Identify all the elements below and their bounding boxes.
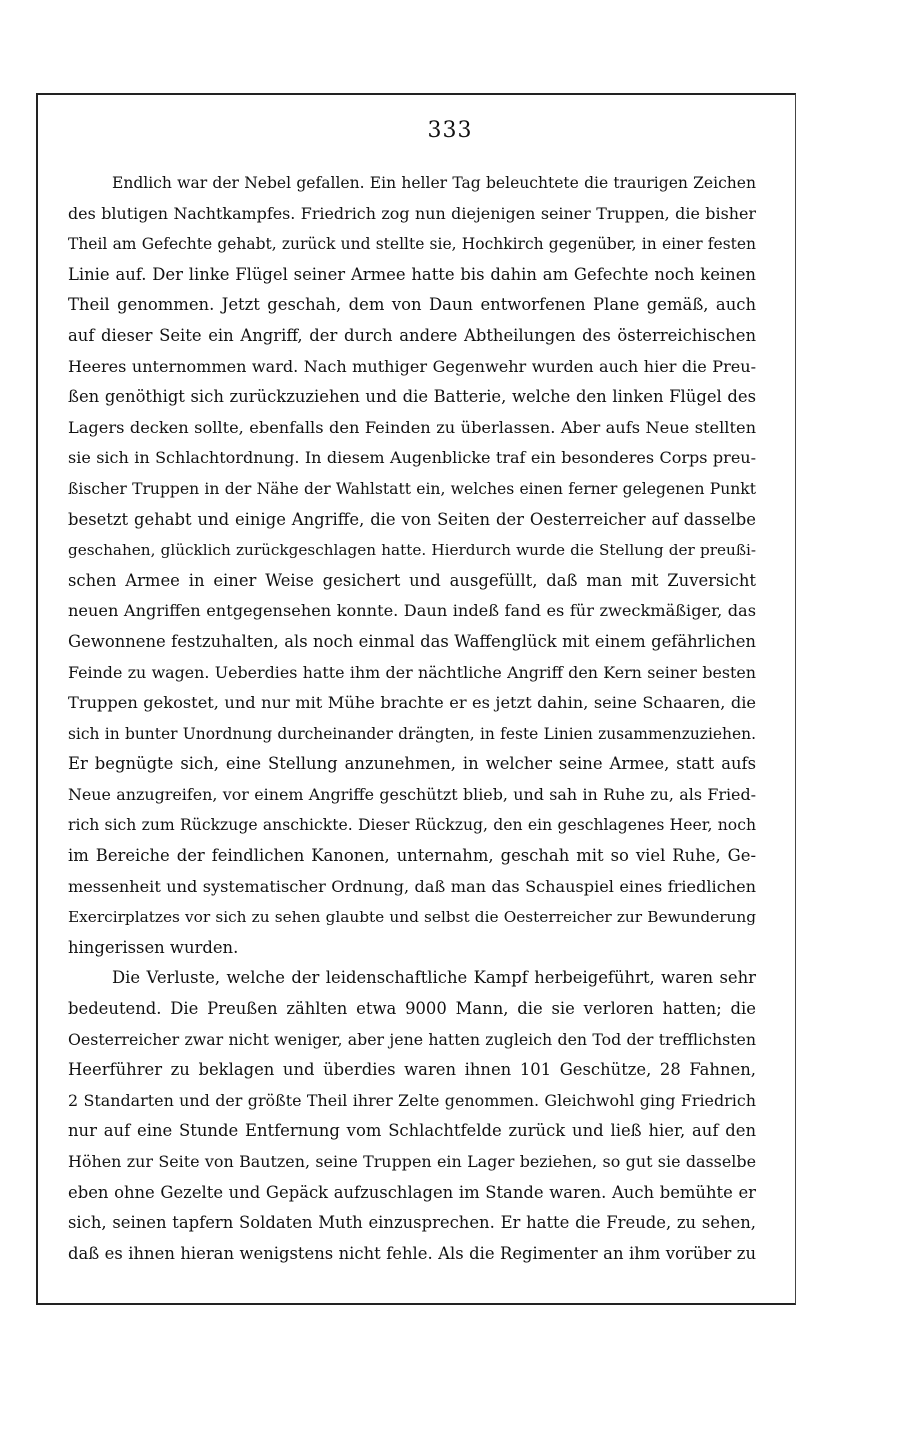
body-text <box>68 168 756 1269</box>
text-line: messenheit und systematischer Ordnung, daß man das Schauspiel eines friedlichen <box>68 876 756 896</box>
text-line: 2 Standarten und der größte Theil ihrer Zelte genommen. Gleichwohl ging Friedrich <box>68 1090 756 1110</box>
text-line: daß es ihnen hieran wenigstens nicht fehle. Als die Regimenter an ihm vorüber zu <box>68 1243 756 1263</box>
text-line: Endlich war der Nebel gefallen. Ein heller Tag beleuchtete die traurigen Zeichen <box>112 174 756 192</box>
text-line: Theil am Gefechte gehabt, zurück und stellte sie, Hochkirch gegenüber, in einer festen <box>68 235 756 254</box>
text-line: ßen genöthigt sich zurückzuziehen und die Batterie, welche den linken Flügel des <box>68 387 756 407</box>
text-line: Gewonnene festzuhalten, als noch einmal das Waffenglück mit einem gefährlichen <box>68 631 756 651</box>
text-line: rich sich zum Rückzuge anschickte. Dieser Rückzug, den ein geschlagenes Heer, noch <box>68 816 756 835</box>
text-line: bedeutend. Die Preußen zählten etwa 9000 Mann, die sie verloren hatten; die <box>68 999 756 1019</box>
text-line: eben ohne Gezelte und Gepäck aufzuschlagen im Stande waren. Auch bemühte er <box>68 1182 756 1202</box>
text-line: des blutigen Nachtkampfes. Friedrich zog nun diejenigen seiner Truppen, die bisher <box>68 203 756 223</box>
text-line: Neue anzugreifen, vor einem Angriffe geschützt blieb, und sah in Ruhe zu, als Fried- <box>68 784 756 804</box>
text-line: hingerissen wurden. <box>68 937 239 957</box>
text-line: ßischer Truppen in der Nähe der Wahlstatt ein, welches einen ferner gelegenen Punkt <box>68 479 756 498</box>
text-line: auf dieser Seite ein Angriff, der durch andere Abtheilungen des österreichischen <box>68 325 756 345</box>
paragraph-2 <box>68 963 756 1269</box>
text-line: Exercirplatzes vor sich zu sehen glaubte und selbst die Oesterreicher zur Bewunderung <box>68 908 756 927</box>
text-line: Theil genommen. Jetzt geschah, dem von Daun entworfenen Plane gemäß, auch <box>68 295 756 315</box>
text-line: Lagers decken sollte, ebenfalls den Feinden zu überlassen. Aber aufs Neue stellten <box>68 417 756 437</box>
text-line: Er begnügte sich, eine Stellung anzunehmen, in welcher seine Armee, statt aufs <box>68 754 756 774</box>
text-line: sich in bunter Unordnung durcheinander drängten, in feste Linien zusammenzuziehen. <box>68 724 756 743</box>
text-line: Feinde zu wagen. Ueberdies hatte ihm der nächtliche Angriff den Kern seiner besten <box>68 662 756 682</box>
text-line: Heeres unternommen ward. Nach muthiger Gegenwehr wurden auch hier die Preu- <box>68 356 756 376</box>
page-number: 333 <box>427 118 473 143</box>
text-line: geschahen, glücklich zurückgeschlagen hatte. Hierdurch wurde die Stellung der preußi- <box>68 541 756 560</box>
text-line: Truppen gekostet, und nur mit Mühe brachte er es jetzt dahin, seine Schaaren, die <box>68 693 756 713</box>
text-line: Linie auf. Der linke Flügel seiner Armee hatte bis dahin am Gefechte noch keinen <box>68 264 756 284</box>
text-line: neuen Angriffen entgegensehen konnte. Daun indeß fand es für zweckmäßiger, das <box>68 601 756 621</box>
text-line: besetzt gehabt und einige Angriffe, die von Seiten der Oesterreicher auf dasselbe <box>68 509 756 529</box>
text-line: Oesterreicher zwar nicht weniger, aber jene hatten zugleich den Tod der trefflichsten <box>68 1029 756 1049</box>
text-line: im Bereiche der feindlichen Kanonen, unternahm, geschah mit so viel Ruhe, Ge- <box>68 846 756 866</box>
paragraph-1 <box>68 168 756 963</box>
text-line: sich, seinen tapfern Soldaten Muth einzusprechen. Er hatte die Freude, zu sehen, <box>68 1213 756 1233</box>
text-line: Die Verluste, welche der leidenschaftliche Kampf herbeigeführt, waren sehr <box>112 968 756 988</box>
text-line: Höhen zur Seite von Bautzen, seine Truppen ein Lager beziehen, so gut sie dasselbe <box>68 1152 756 1171</box>
text-line: schen Armee in einer Weise gesichert und ausgefüllt, daß man mit Zuversicht <box>68 570 756 590</box>
text-line: Heerführer zu beklagen und überdies waren ihnen 101 Geschütze, 28 Fahnen, <box>68 1060 756 1080</box>
text-line: nur auf eine Stunde Entfernung vom Schlachtfelde zurück und ließ hier, auf den <box>68 1121 756 1141</box>
text-line: sie sich in Schlachtordnung. In diesem Augenblicke traf ein besonderes Corps preu- <box>68 448 756 468</box>
